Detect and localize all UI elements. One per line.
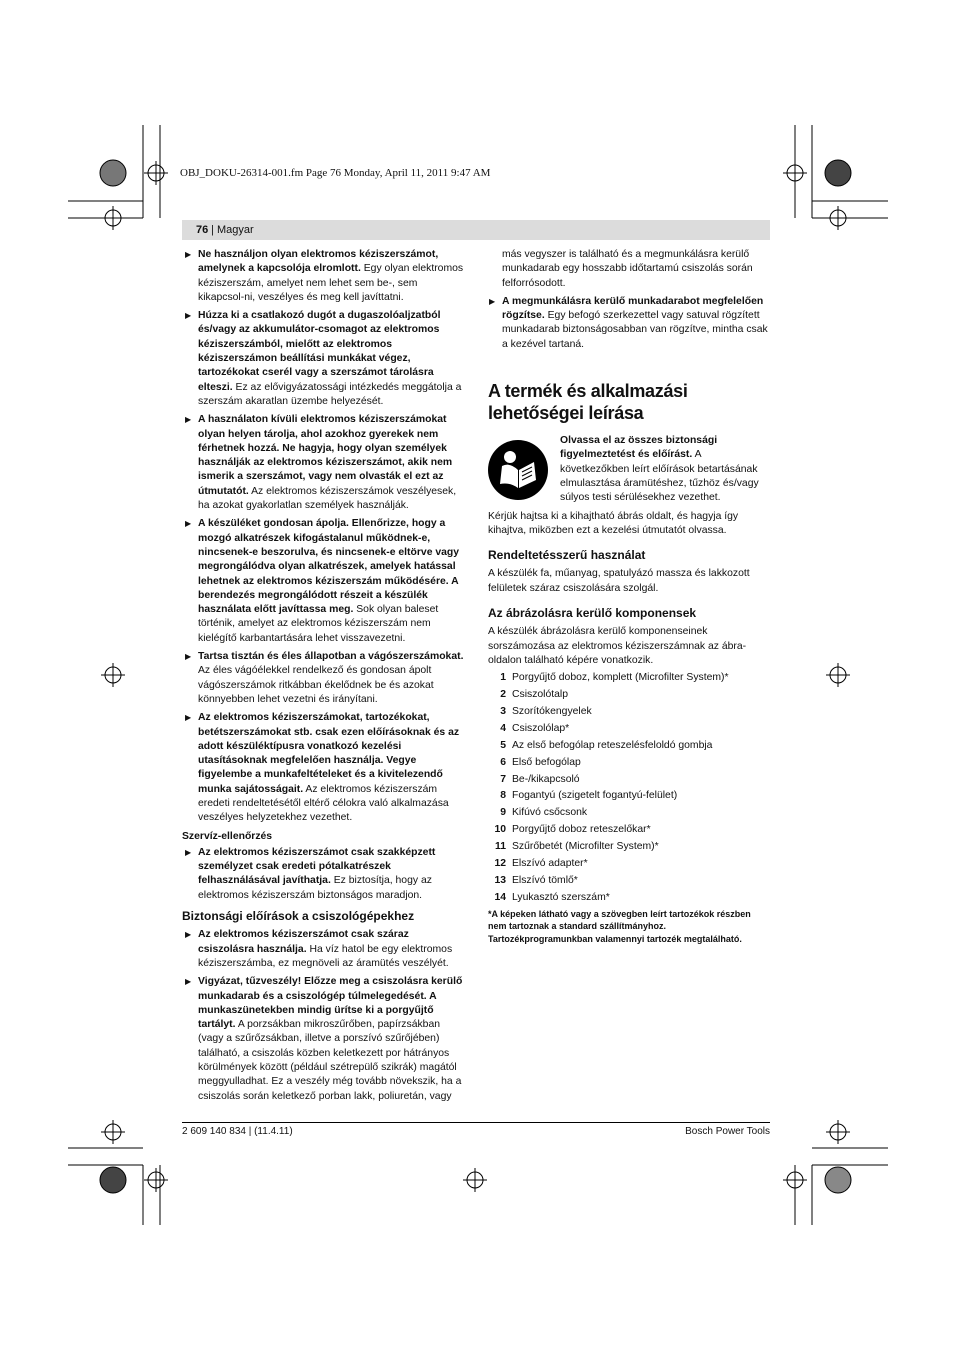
triangle-bullet-icon: ▶ (489, 296, 496, 306)
intended-use-text: A készülék fa, műanyag, spatulyázó massza és lakkozott felületek száraz csiszolására szolgál. (488, 568, 750, 594)
bullet-text: Egy olyan elektromos kéziszerszám, amelyet nem lehet sem be-, sem kikapcsol-ni, veszélyes és meg kell javíttatni. (198, 263, 464, 303)
read-manual-block (488, 434, 770, 505)
page-number: 76 (196, 224, 209, 236)
component-number: 12 (494, 858, 506, 870)
component-label: Elszívó tömlő* (512, 874, 578, 886)
bullet-bold: Az elektromos kéziszerszámokat, tartozékokat, betétszerszámokat stb. csak ezen előírásoknak és az adott készüléktípusra vonatkozó kezelési utasításoknak megfelelően használja. Vegye figyelembe a munkafeltételeket és a kivitelezendő munka sajátosságait. (198, 712, 460, 795)
components-intro: A készülék ábrázolásra kerülő komponenseinek sorszámozása az elektromos kéziszerszámnak az ábra-oldalon található képére vonatkozik. (488, 626, 747, 666)
bullet-item (182, 517, 466, 646)
component-label: Az első befogólap reteszelésfeloldó gombja (512, 739, 713, 751)
bullet-bold: Az elektromos kéziszerszámot csak száraz csiszolásra használja. (198, 929, 409, 955)
bullet-text: Ez biztosítja, hogy az elektromos kéziszerszám biztonságos maradjon. (198, 875, 432, 901)
component-label: Lyukasztó szerszám* (512, 891, 610, 903)
intended-use-heading: Rendeltetésszerű használat (488, 548, 646, 563)
bullet-bold: Ne használjon olyan elektromos kéziszerszámot, amelynek a kapcsolója elromlott. (198, 249, 439, 275)
component-label: Elszívó adapter* (512, 858, 588, 870)
bullet-bold: Tartsa tisztán és éles állapotban a vágószerszámokat. (198, 651, 464, 663)
bullet-item (182, 248, 466, 305)
bullet-item (182, 309, 466, 409)
read-warning-text: A következőkben leírt előírások betartásának elmulasztása áramütéshez, tűzhöz és/vagy súlyos testi sérülésekhez vezethet. (560, 449, 759, 504)
component-item (488, 857, 770, 871)
bullet-list-sander (182, 928, 466, 1104)
bullet-bold: A megmunkálásra kerülő munkadarabot megfelelően rögzítse. (502, 295, 764, 322)
components-list (488, 671, 770, 905)
component-item (488, 722, 770, 736)
bullet-item (182, 928, 466, 971)
bullet-item (182, 975, 466, 1104)
triangle-bullet-icon: ▶ (185, 713, 192, 723)
bullet-item (182, 846, 466, 903)
triangle-bullet-icon: ▶ (185, 519, 192, 529)
component-label: Porgyűjtő doboz reteszelőkar* (512, 824, 651, 836)
component-item (488, 773, 770, 787)
component-label: Be-/kikapcsoló (512, 773, 580, 785)
bullet-bold: Az elektromos kéziszerszámot csak szakképzett személyzet csak eredeti pótalkatrészek felhasználásával javíthatja. (198, 846, 436, 887)
header-separator: | (211, 224, 214, 236)
component-item (488, 671, 770, 685)
component-label: Első befogólap (512, 756, 581, 768)
component-label: Fogantyú (szigetelt fogantyú-felület) (512, 790, 678, 802)
component-item (488, 688, 770, 702)
bullet-bold: Vigyázat, tűzveszély! Előzze meg a csiszolásra kerülő munkadarab és a csiszológép túlmelegedését. A munkaszünetekben mindig ürítse ki a porgyűjtő tartályt. (198, 976, 463, 1031)
component-item (488, 756, 770, 770)
component-label: Kifúvó csőcsonk (512, 807, 588, 819)
footer-brand: Bosch Power Tools (685, 1126, 770, 1137)
component-label: Csiszolótalp (512, 689, 569, 701)
triangle-bullet-icon: ▶ (185, 977, 192, 987)
component-number: 6 (500, 756, 506, 768)
page-header (182, 220, 770, 240)
component-item (488, 840, 770, 854)
bullet-item (182, 413, 466, 513)
triangle-bullet-icon: ▶ (185, 847, 192, 857)
triangle-bullet-icon: ▶ (185, 311, 192, 321)
header-language: Magyar (217, 224, 254, 236)
component-item (488, 874, 770, 888)
component-item (488, 739, 770, 753)
triangle-bullet-icon: ▶ (185, 250, 192, 259)
accessories-footnote: *A képeken látható vagy a szövegben leírt tartozékok részben nem tartoznak a standard szállítmányhoz. Tartozékprogramunkban valamennyi tartozék megtalálható. (488, 908, 751, 944)
component-label: Szűrőbetét (Microfilter System)* (512, 841, 659, 853)
component-item (488, 891, 770, 905)
bullet-bold: A készüléket gondosan ápolja. Ellenőrizze, hogy a mozgó alkatrészek kifogástalanul működnek-e, nincsenek-e beszorulva, és nincsenek-e eltörve vagy megrongálódva olyan alkatrészek, amelyek hatással lehetnek az elektromos kéziszerszám működésére. A berendezés megrongálódott részeit a készülék használata előtt javíttassa meg. (198, 518, 460, 616)
bullet-text: Az elektromos kéziszerszám eredeti rendeltetésétől eltérő célokra való alkalmazása veszélyes helyzetekhez vezethet. (198, 783, 449, 824)
component-item (488, 806, 770, 820)
component-number: 9 (500, 807, 506, 819)
bullet-text: Ha víz hatol be egy elektromos kéziszerszámba, ez megnöveli az áramütés veszélyét. (198, 943, 453, 969)
bullet-text: Az elektromos kéziszerszámok veszélyesek, ha azokat gyakorlatlan személyek használják. (198, 485, 457, 512)
bullet-list-service (182, 846, 466, 903)
triangle-bullet-icon: ▶ (185, 652, 192, 662)
bullet-item (182, 711, 466, 825)
component-number: 5 (500, 739, 506, 751)
section-title: A termék és alkalmazási lehetőségei leírása (488, 381, 688, 424)
bullet-item (182, 650, 466, 707)
triangle-bullet-icon: ▶ (185, 930, 192, 940)
read-warning-bold: Olvassa el az összes biztonsági figyelmeztetést és előírást. (560, 435, 718, 461)
component-number: 4 (500, 722, 506, 734)
bullet-list-general (182, 248, 466, 826)
bullet-bold: Húzza ki a csatlakozó dugót a dugaszolóaljzatból és/vagy az akkumulátor-csomagot az elektromos kéziszerszámból, mielőtt az elektromos kéziszerszámon beállítási munkákat végez, tartozékokat cserél vagy a szerszámot tárolásra elteszi. (198, 310, 441, 393)
component-number: 1 (500, 672, 506, 684)
component-number: 13 (494, 874, 506, 886)
component-label: Csiszolólap* (512, 722, 570, 734)
component-number: 10 (494, 824, 506, 836)
read-manual-icon (488, 440, 548, 500)
bullet-text: A porzsákban mikroszűrőben, papírzsákban (vagy a szűrőzsákban, illetve a porszívó szűrőjében) található, a csiszolás közben keletkezett por hátrányos körülmények között (például szétrepülő szikrák) magától meggyulladhat. Ez a veszély még tovább növekszik, ha a csiszolás során keletkező porban lakk, poliuretán, vagy (198, 1019, 462, 1102)
component-label: Szorítókengyelek (512, 706, 592, 718)
left-column (182, 248, 466, 1108)
footer-doc-number: 2 609 140 834 | (11.4.11) (182, 1126, 293, 1137)
component-number: 14 (494, 891, 506, 903)
bullet-text: Ez az elővigyázatossági intézkedés meggátolja a szerszám akaratlan üzembe helyezését. (198, 381, 462, 407)
component-number: 7 (500, 773, 506, 785)
component-number: 2 (500, 689, 506, 701)
footer-rule (182, 1122, 770, 1123)
components-heading: Az ábrázolásra kerülő komponensek (488, 606, 697, 621)
component-number: 11 (495, 841, 506, 853)
component-number: 8 (500, 790, 506, 802)
component-number: 3 (500, 706, 506, 718)
triangle-bullet-icon: ▶ (185, 415, 192, 425)
bullet-bold: A használaton kívüli elektromos kéziszerszámokat olyan helyen tárolja, ahol azokhoz gyerekek nem férhetnek hozzá. Ne hagyja, hogy olyan személyek használják az elektromos kéziszerszámot, akik nem ismerik a szerszámot, vagy nem olvasták el ezt az útmutatót. (198, 414, 453, 497)
bullet-item (488, 295, 770, 352)
component-item (488, 705, 770, 719)
bullet-text: Sok olyan baleset történik, amelyet az elektromos kéziszerszám nem kielégítő karbantartására lehet visszavezetni. (198, 604, 439, 644)
component-label: Porgyűjtő doboz, komplett (Microfilter System)* (512, 672, 729, 684)
service-heading: Szervíz-ellenőrzés (182, 830, 273, 842)
bullet-text: Az éles vágóélekkel rendelkező és gondosan ápolt vágószerszámok ritkábban ékelődnek be és azokat könnyebben lehet vezetni és irányítani. (198, 665, 434, 705)
right-column (488, 248, 770, 945)
continuation-text: más vegyszer is található és a megmunkálásra kerülő munkadarab egy hosszabb időtartamú csiszolás során felforrósodott. (502, 249, 753, 289)
bullet-text: Egy befogó szerkezettel vagy satuval rögzített munkadarab biztonságosabban van rögzítve, mintha csak a kezével tartaná. (502, 310, 768, 350)
safety-heading: Biztonsági előírások a csiszológépekhez (182, 909, 415, 924)
fold-out-text: Kérjük hajtsa ki a kihajtható ábrás oldalt, és hagyja így kihajtva, miközben ezt a kezelési útmutatót olvassa. (488, 510, 739, 536)
component-item (488, 823, 770, 837)
component-item (488, 789, 770, 803)
file-slug: OBJ_DOKU-26314-001.fm Page 76 Monday, April 11, 2011 9:47 AM (180, 167, 491, 179)
